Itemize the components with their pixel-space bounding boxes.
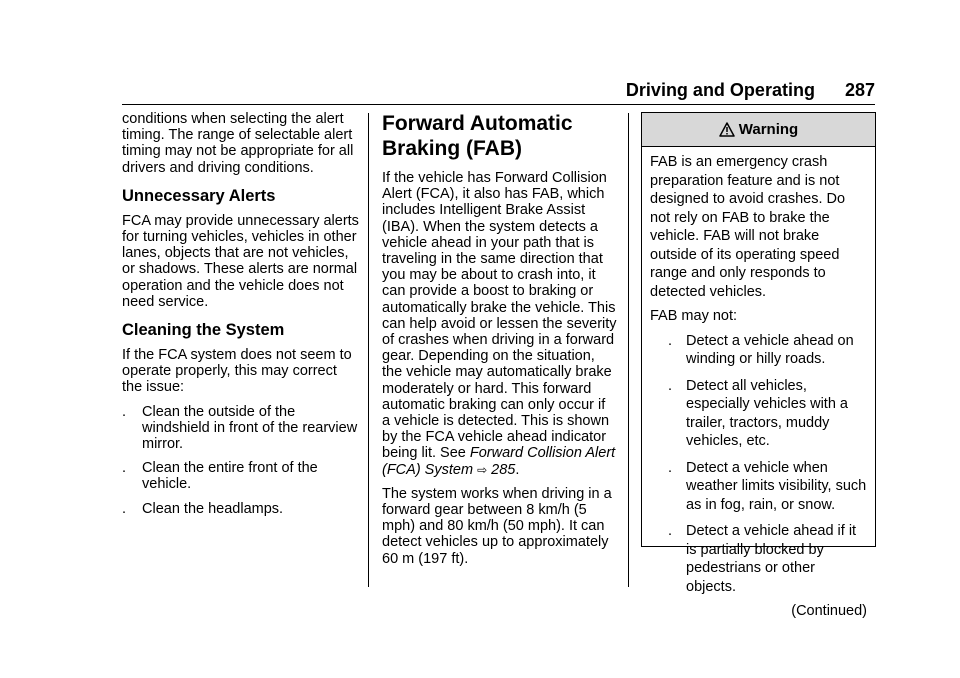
heading-cleaning-system: Cleaning the System <box>122 321 285 340</box>
list-item <box>650 332 867 369</box>
warning-list <box>650 332 867 597</box>
cross-reference-title: Forward Collision Alert (FCA) System <box>382 445 616 478</box>
list-item <box>122 404 360 453</box>
list-item-text: Detect a vehicle when weather limits visibility, such as in fog, rain, or snow. <box>686 459 867 513</box>
page-number: 287 <box>844 80 875 100</box>
cleaning-paragraph: If the FCA system does not seem to operate properly, this may correct the issue: <box>122 347 352 396</box>
list-item-text: Clean the entire front of the vehicle. <box>142 460 318 493</box>
warning-header <box>642 113 875 147</box>
unnecessary-alerts-paragraph: FCA may provide unnecessary alerts for turning vehicles, vehicles in other lanes, objects that are not vehicles, or shadows. These alerts are normal operation and the vehicle does not need service. <box>122 212 359 310</box>
warning-list-intro: FAB may not: <box>650 308 738 324</box>
cleaning-list <box>122 404 360 517</box>
bullet-icon: . <box>668 332 673 349</box>
warning-body <box>642 147 875 621</box>
heading-unnecessary-alerts: Unnecessary Alerts <box>122 186 276 205</box>
header-rule <box>122 104 875 105</box>
warning-label: Warning <box>738 121 799 138</box>
column-divider-right <box>628 113 629 587</box>
warning-paragraph: FAB is an emergency crash preparation feature and is not designed to avoid crashes. Do not rely on FAB to brake the vehicle. FAB will not brake outside of its operating speed range and only responds to detected vehicles. <box>650 154 846 300</box>
list-item <box>650 459 867 515</box>
bullet-icon: . <box>668 459 673 476</box>
list-item <box>122 460 360 492</box>
bullet-icon: . <box>122 403 127 420</box>
list-item-text: Detect a vehicle ahead if it is partially blocked by pedestrians or other objects. <box>686 523 857 595</box>
operating-range-paragraph: The system works when driving in a forward gear between 8 km/h (5 mph) and 80 km/h (50 mph). It can detect vehicles up to approximately 60 m (197 ft). <box>382 485 612 567</box>
list-item-text: Clean the headlamps. <box>142 500 284 517</box>
section-title: Driving and Operating <box>625 80 815 100</box>
list-item-text: Detect all vehicles, especially vehicles with a trailer, tractors, muddy vehicles, etc. <box>686 377 848 449</box>
page-arrow-icon: ⇨ <box>477 462 488 477</box>
list-item <box>650 522 867 596</box>
bullet-icon: . <box>122 500 127 517</box>
warning-triangle-icon <box>719 122 735 137</box>
column-left <box>122 111 360 525</box>
list-item <box>650 377 867 451</box>
fab-paragraph: If the vehicle has Forward Collision Alert (FCA), it also has FAB, which includes Intelligent Brake Assist (IBA). When the system detects a vehicle ahead in your path that is traveling in the same direction that you may be about to crash into, it can provide a boost to braking or automatically brake the vehicle. This can help avoid or lessen the severity of crashes when driving in a forward gear. Depending on the situation, the vehicle may automatically brake moderately or hard. This forward automatic braking can only occur if a vehicle is detected. This is shown by the FCA vehicle ahead indicator being lit. See Forward Collision Alert (FCA) System ⇨ 285. <box>382 170 617 478</box>
see-text: See <box>440 445 466 462</box>
fab-body-text: If the vehicle has Forward Collision Alert (FCA), it also has FAB, which includes Intelligent Brake Assist (IBA). When the system detects a vehicle ahead in your path that is traveling in the same direction that you may be about to crash into, it can provide a boost to braking or automatically brake the vehicle. This can help avoid or lessen the severity of crashes when driving in a forward gear. Depending on the situation, the vehicle may automatically brake moderately or hard. This forward automatic braking can only occur if a vehicle is detected. This is shown by the FCA vehicle ahead indicator being lit. <box>382 170 617 462</box>
column-middle <box>382 111 617 575</box>
list-item <box>122 501 360 517</box>
cross-reference-page: 285 <box>491 461 516 478</box>
section-heading-fab: Forward Automatic Braking (FAB) <box>382 112 573 160</box>
intro-paragraph: conditions when selecting the alert timing. The range of selectable alert timing may not be appropriate for all drivers and driving conditions. <box>122 111 354 176</box>
list-item-text: Clean the outside of the windshield in front of the rearview mirror. <box>142 403 358 453</box>
bullet-icon: . <box>122 460 127 477</box>
list-item-text: Detect a vehicle ahead on winding or hilly roads. <box>686 332 854 367</box>
column-divider-left <box>368 113 369 587</box>
continued-label: (Continued) <box>791 603 867 619</box>
page-header <box>122 80 875 104</box>
bullet-icon: . <box>668 523 673 539</box>
bullet-icon: . <box>668 377 673 394</box>
warning-box <box>641 112 876 619</box>
